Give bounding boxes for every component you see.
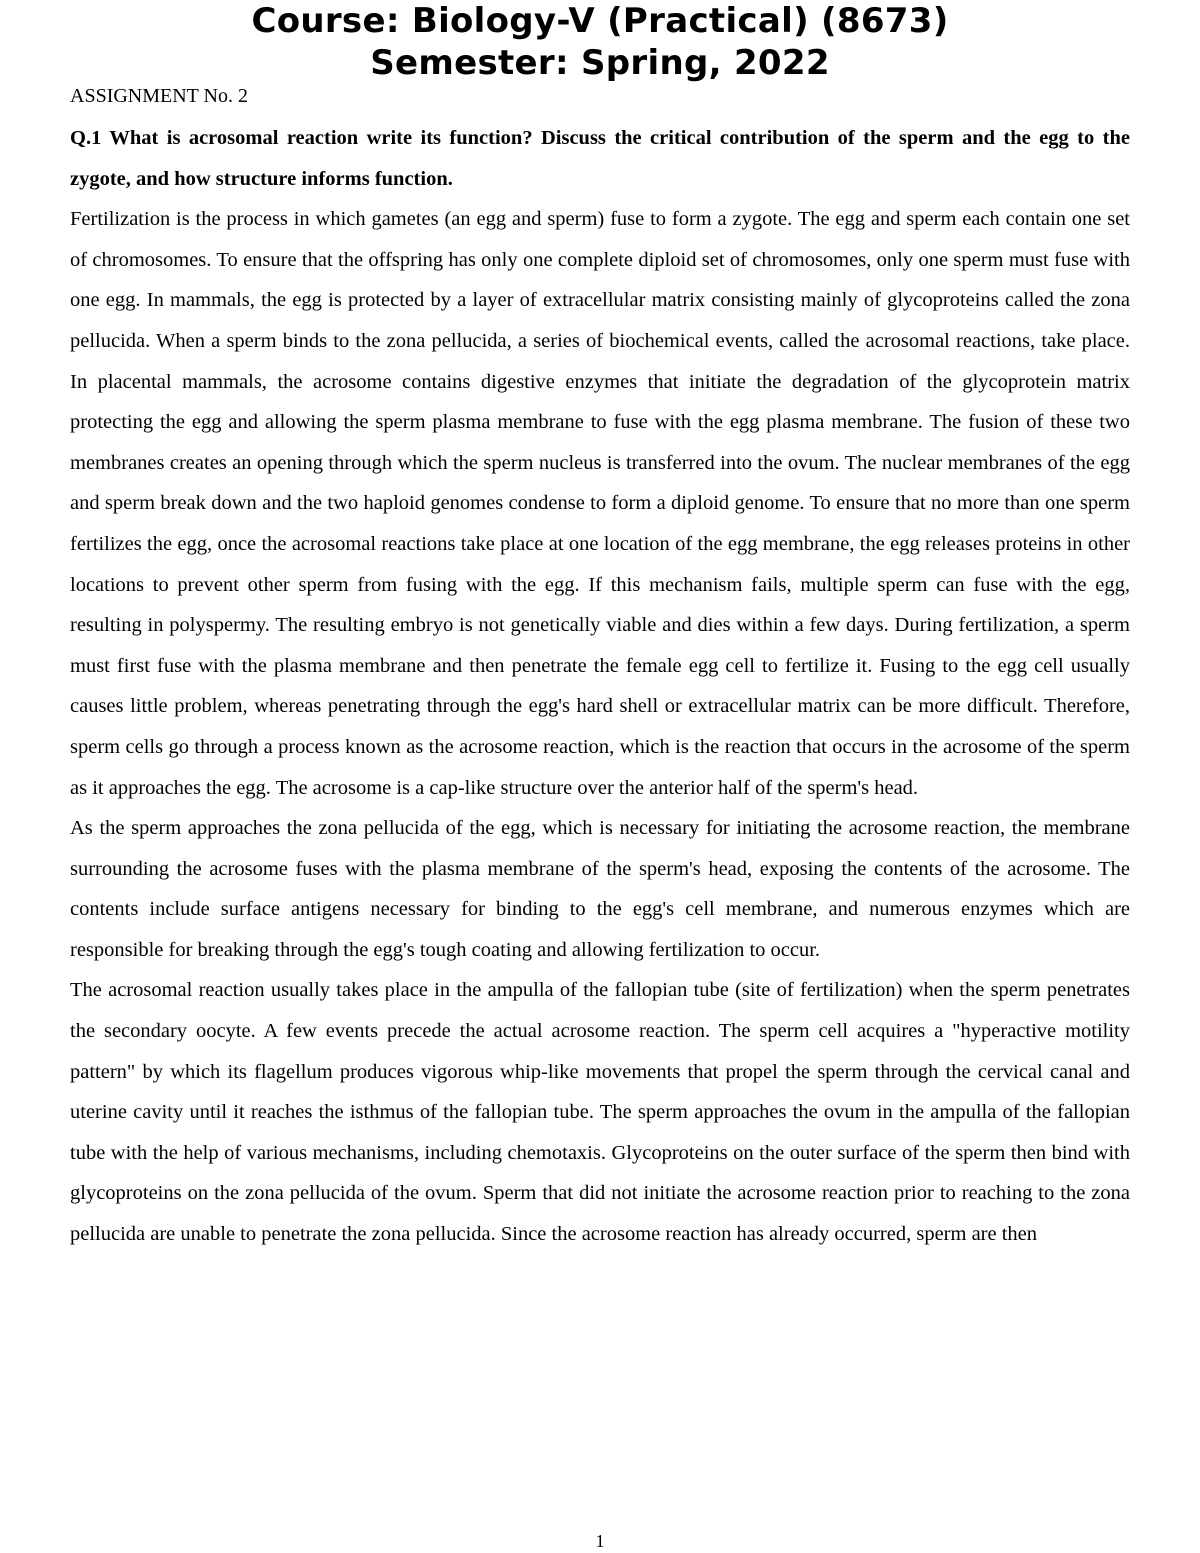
page-number: 1 (595, 1531, 605, 1551)
semester-title: Semester: Spring, 2022 (370, 43, 830, 83)
page-title (0, 0, 1200, 84)
document-body (70, 82, 1130, 1255)
paragraph-ampulla: The acrosomal reaction usually takes place in the ampulla of the fallopian tube (site of fertilization) when the sperm penetrates the secondary oocyte. A few events precede the actual acrosome reaction. The sperm cell acquires a "hyperactive motility pattern" by which its flagellum produces vigorous whip-like movements that propel the sperm through the cervical canal and uterine cavity until it reaches the isthmus of the fallopian tube. The sperm approaches the ovum in the ampulla of the fallopian tube with the help of various mechanisms, including chemotaxis. Glycoproteins on the outer surface of the sperm then bind with glycoproteins on the zona pellucida of the ovum. Sperm that did not initiate the acrosome reaction prior to reaching to the zona pellucida are unable to penetrate the zona pellucida. Since the acrosome reaction has already occurred, sperm are then (70, 979, 1130, 1246)
assignment-label: ASSIGNMENT No. 2 (70, 85, 248, 107)
paragraph-fertilization: Fertilization is the process in which gametes (an egg and sperm) fuse to form a zygote. The egg and sperm each contain one set of chromosomes. To ensure that the offspring has only one complete diploid set of chromosomes, only one sperm must fuse with one egg. In mammals, the egg is protected by a layer of extracellular matrix consisting mainly of glycoproteins called the zona pellucida. When a sperm binds to the zona pellucida, a series of biochemical events, called the acrosomal reactions, take place. In placental mammals, the acrosome contains digestive enzymes that initiate the degradation of the glycoprotein matrix protecting the egg and allowing the sperm plasma membrane to fuse with the egg plasma membrane. The fusion of these two membranes creates an opening through which the sperm nucleus is transferred into the ovum. The nuclear membranes of the egg and sperm break down and the two haploid genomes condense to form a diploid genome. To ensure that no more than one sperm fertilizes the egg, once the acrosomal reactions take place at one location of the egg membrane, the egg releases proteins in other locations to prevent other sperm from fusing with the egg. If this mechanism fails, multiple sperm can fuse with the egg, resulting in polyspermy. The resulting embryo is not genetically viable and dies within a few days. During fertilization, a sperm must first fuse with the plasma membrane and then penetrate the female egg cell to fertilize it. Fusing to the egg cell usually causes little problem, whereas penetrating through the egg's hard shell or extracellular matrix can be more difficult. Therefore, sperm cells go through a process known as the acrosome reaction, which is the reaction that occurs in the acrosome of the sperm as it approaches the egg. The acrosome is a cap-like structure over the anterior half of the sperm's head. (70, 208, 1130, 799)
paragraph-zona-pellucida: As the sperm approaches the zona pellucida of the egg, which is necessary for initiating the acrosome reaction, the membrane surrounding the acrosome fuses with the plasma membrane of the sperm's head, exposing the contents of the acrosome. The contents include surface antigens necessary for binding to the egg's cell membrane, and numerous enzymes which are responsible for breaking through the egg's tough coating and allowing fertilization to occur. (70, 817, 1130, 961)
course-title: Course: Biology-V (Practical) (8673) (251, 1, 949, 41)
question-heading: Q.1 What is acrosomal reaction write its function? Discuss the critical contribution of the sperm and the egg to the zygote, and how structure informs function. (70, 127, 1130, 190)
